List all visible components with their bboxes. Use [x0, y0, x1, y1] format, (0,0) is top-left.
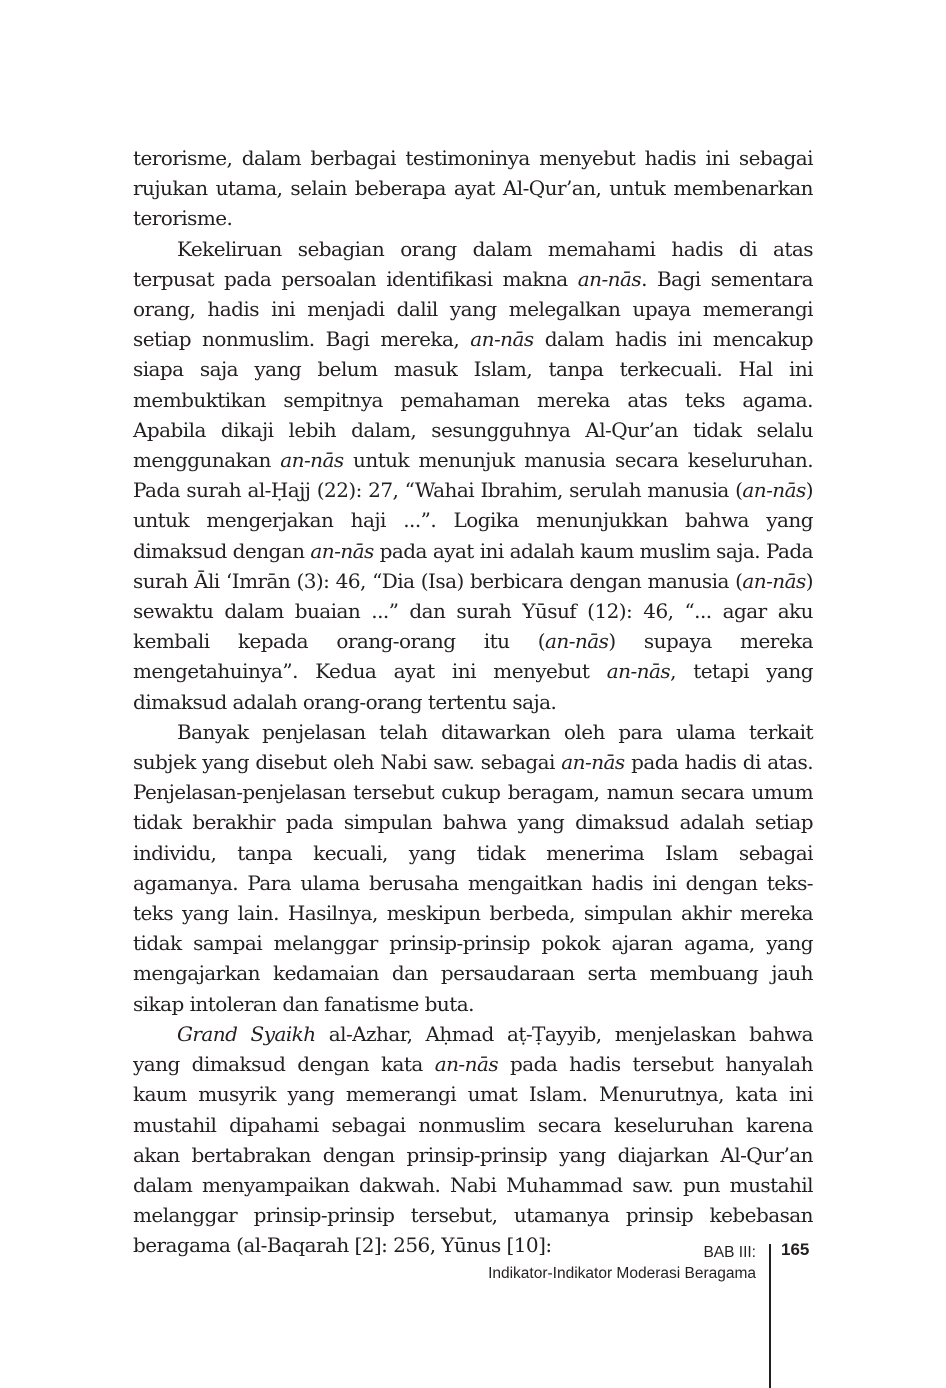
- italic-term: an-nās: [470, 327, 534, 352]
- paragraph-3: [133, 717, 813, 1019]
- text-run: al-Azhar, Aḥmad aṭ-Ṭayyib, menjelaskan bahwa yang dimaksud dengan kata: [133, 1021, 813, 1077]
- page-number: 165: [781, 1240, 810, 1259]
- text-run: terorisme, dalam berbagai testimoninya menyebut hadis ini sebagai rujukan utama, selain beberapa ayat Al-Qur’an, untuk membenarkan terorisme.: [133, 146, 813, 231]
- text-run: pada hadis di atas. Penjelasan-penjelasan tersebut cukup beragam, namun secara umum tidak berakhir pada simpulan bahwa yang dimaksud adalah setiap individu, tanpa kecuali, yang tidak menerima Islam sebagai agamanya. Para ulama berusaha mengaitkan hadis ini dengan teks-teks yang lain. Hasilnya, meskipun berbeda, simpulan akhir mereka tidak sampai melanggar prinsip-prinsip pokok ajaran agama, yang mengajarkan kedamaian dan persaudaraan serta membuang jauh sikap intoleran dan fanatisme buta.: [133, 750, 814, 1016]
- text-run: pada hadis tersebut hanyalah kaum musyrik yang memerangi umat Islam. Menurutnya, kata ini mustahil dipahami sebagai nonmuslim secara keseluruhan karena akan bertabrakan dengan prinsip-prinsip yang diajarkan Al-Qur’an dalam menyampaikan dakwah. Nabi Muhammad saw. pun mustahil melanggar prinsip-prinsip tersebut, utamanya prinsip kebebasan beragama (al-Baqarah [2]: 256, Yūnus [10]:: [133, 1052, 813, 1258]
- text-run: , tetapi yang dimaksud adalah orang-orang tertentu saja.: [133, 659, 813, 714]
- italic-term: an-nās: [545, 629, 609, 654]
- text-run: . Bagi sementara orang, hadis ini menjadi dalil yang melegalkan upaya memerangi setiap nonmuslim. Bagi mereka,: [133, 266, 813, 352]
- body-text: [133, 143, 813, 1261]
- italic-term: an-nās: [561, 750, 625, 775]
- footer-divider: [769, 1244, 771, 1388]
- text-run: dalam hadis ini mencakup siapa saja yang belum masuk Islam, tanpa terkecuali. Hal ini membuktikan sempitnya pemahaman mereka atas teks agama. Apabila dikaji lebih dalam, sesungguhnya Al-Qur’an tidak selalu menggunakan: [133, 327, 813, 473]
- italic-term: an-nās: [742, 478, 806, 503]
- text-run: ) supaya mereka mengetahuinya”. Kedua ayat ini menyebut: [133, 629, 813, 684]
- italic-term: an-nās: [606, 659, 671, 684]
- italic-term: Grand Syaikh: [177, 1021, 316, 1046]
- text-run: untuk menunjuk manusia secara keseluruhan. Pada surah al-Ḥajj (22): 27, “Wahai Ibrahim, serulah manusia (: [133, 448, 813, 503]
- running-footer: [488, 1242, 756, 1284]
- text-run: Banyak penjelasan telah ditawarkan oleh para ulama terkait subjek yang disebut oleh Nabi saw. sebagai: [133, 719, 813, 775]
- italic-term: an-nās: [310, 538, 374, 563]
- footer-chapter: BAB III:: [703, 1244, 756, 1261]
- paragraph-2: [133, 234, 813, 717]
- text-run: ) untuk mengerjakan haji ...”. Logika menunjukkan bahwa yang dimaksud dengan: [133, 478, 813, 563]
- text-run: pada ayat ini adalah kaum muslim saja. Pada surah Āli ‘Imrān (3): 46, “Dia (Isa) berbicara dengan manusia (: [133, 538, 813, 593]
- italic-term: an-nās: [742, 568, 806, 593]
- paragraph-4: [133, 1019, 813, 1261]
- text-run: Kekeliruan sebagian orang dalam memahami hadis di atas terpusat pada persoalan identifikasi makna: [133, 236, 813, 291]
- footer-chapter-title: Indikator-Indikator Moderasi Beragama: [488, 1265, 756, 1282]
- italic-term: an-nās: [577, 266, 642, 291]
- italic-term: an-nās: [434, 1052, 499, 1077]
- text-run: ) sewaktu dalam buaian ...” dan surah Yūsuf (12): 46, “... agar aku kembali kepada orang-orang itu (: [133, 568, 813, 654]
- paragraph-1: [133, 143, 813, 234]
- italic-term: an-nās: [280, 448, 344, 473]
